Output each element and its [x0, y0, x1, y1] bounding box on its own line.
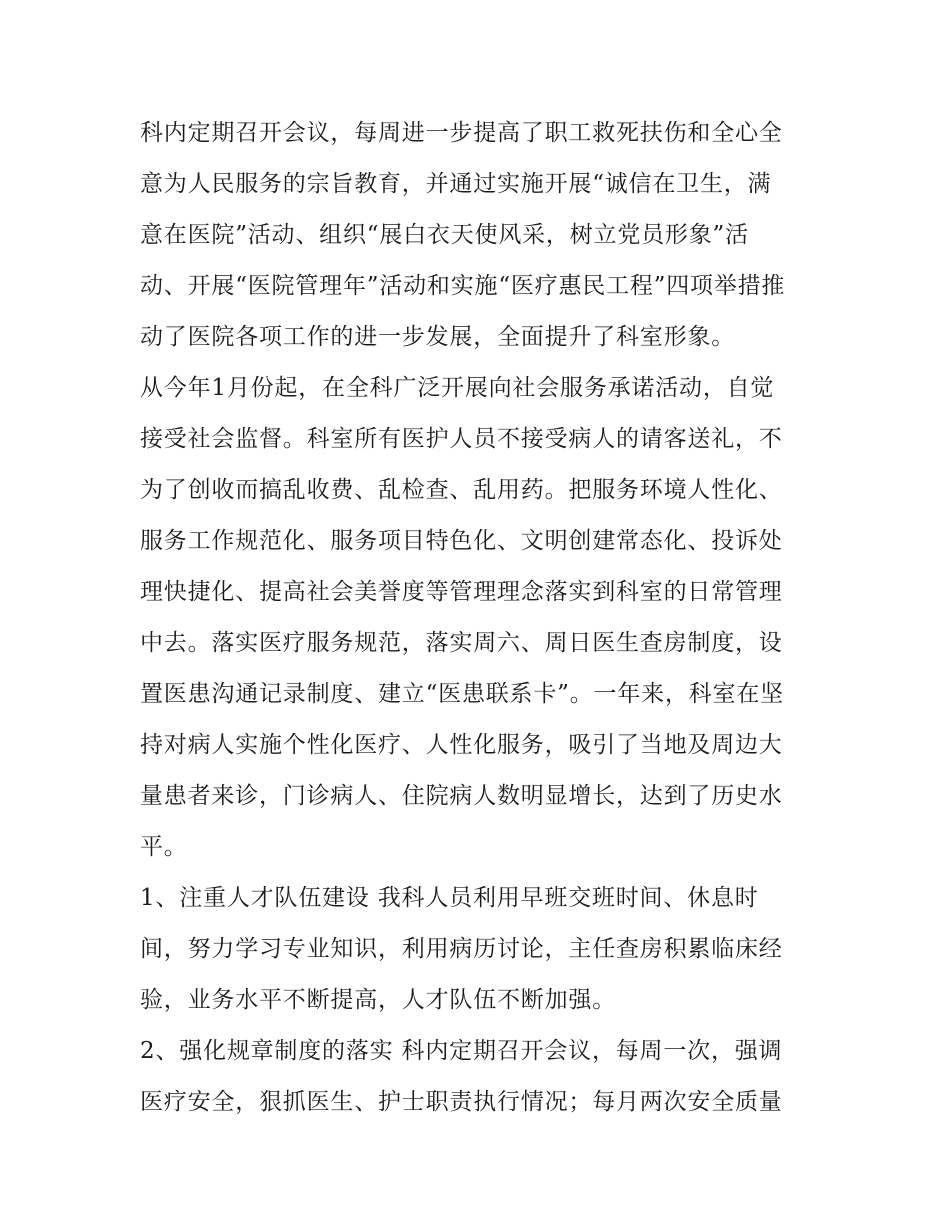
text-line: 间，努力学习专业知识，利用病历讨论，主任查房积累临床经: [140, 936, 783, 962]
text-line: 置医患沟通记录制度、建立“医患联系卡”。一年来，科室在坚: [140, 681, 784, 707]
text-line: 医疗安全，狠抓医生、护士职责执行情况；每月两次安全质量: [140, 1089, 783, 1115]
text-line: 验，业务水平不断提高，人才队伍不断加强。: [140, 987, 616, 1013]
text-line: 量患者来诊，门诊病人、住院病人数明显增长，达到了历史水: [140, 783, 783, 809]
text-line: 中去。落实医疗服务规范，落实周六、周日医生查房制度，设: [140, 630, 783, 656]
text-line: 动了医院各项工作的进一步发展，全面提升了科室形象。: [140, 324, 735, 350]
text-line: 持对病人实施个性化医疗、人性化服务，吸引了当地及周边大: [140, 732, 783, 758]
text-line: 从今年1月份起，在全科广泛开展向社会服务承诺活动，自觉: [140, 375, 775, 401]
text-line: 服务工作规范化、服务项目特色化、文明创建常态化、投诉处: [140, 528, 783, 554]
text-line: 接受社会监督。科室所有医护人员不接受病人的请客送礼，不: [140, 426, 783, 452]
text-line: 理快捷化、提高社会美誉度等管理理念落实到科室的日常管理: [140, 579, 783, 605]
text-line: 2、强化规章制度的落实 科内定期召开会议，每周一次，强调: [140, 1038, 783, 1064]
text-line: 意在医院”活动、组织“展白衣天使风采，树立党员形象”活: [140, 222, 749, 248]
text-line: 意为人民服务的宗旨教育，并通过实施开展“诚信在卫生，满: [140, 171, 772, 197]
text-line: 平。: [140, 834, 188, 860]
text-line: 科内定期召开会议，每周进一步提高了职工救死扶伤和全心全: [140, 120, 783, 146]
text-line: 为了创收而搞乱收费、乱检查、乱用药。把服务环境人性化、: [140, 477, 783, 503]
text-line: 1、注重人才队伍建设 我科人员利用早班交班时间、休息时: [140, 885, 759, 911]
text-line: 动、开展“医院管理年”活动和实施“医疗惠民工程”四项举措推: [140, 273, 786, 299]
document-body: [140, 108, 820, 1128]
